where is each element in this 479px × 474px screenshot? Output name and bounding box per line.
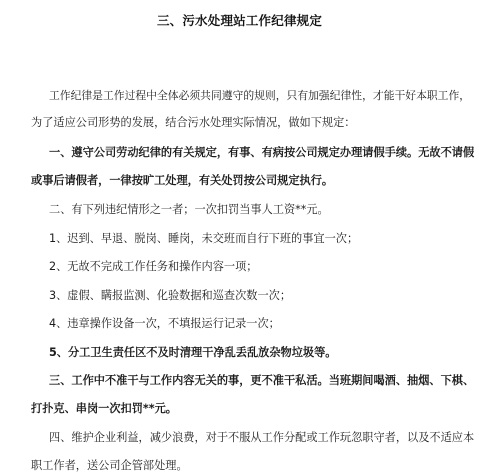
intro-line-2: 为了适应公司形势的发展，结合污水处理实际情况，做如下规定：: [31, 116, 356, 129]
rule-2-item-1: 1、迟到、早退、脱岗、睡岗，未交班而自行下班的事宜一次；: [49, 232, 359, 245]
intro-line-1: 工作纪律是工作过程中全体必须共同遵守的规则，只有加强纪律性，才能干好本职工作，: [49, 89, 471, 102]
rule-2-item-4: 4、违章操作设备一次，不填报运行记录一次；: [49, 317, 280, 330]
rule-2-item-2: 2、无故不完成工作任务和操作内容一项；: [49, 260, 258, 273]
rule-4-line-2: 职工作者，送公司企管部处理。: [31, 459, 188, 472]
rule-1-line-2: 或事后请假者，一律按旷工处理，有关处罚按公司规定执行。: [31, 174, 334, 187]
rule-2-heading: 二、有下列违纪情形之一者；一次扣罚当事人工资**元。: [49, 203, 329, 216]
rule-2-item-5: 5、分工卫生责任区不及时清理干净乱丢乱放杂物垃圾等。: [49, 346, 337, 359]
rule-3-line-1: 三、工作中不准干与工作内容无关的事，更不准干私活。当班期间喝酒、抽烟、下棋、: [49, 374, 475, 387]
rule-4-line-1: 四、维护企业利益，减少浪费，对于不服从工作分配或工作玩忽职守者，以及不适应本: [49, 431, 475, 444]
rule-1-line-1: 一、遵守公司劳动纪律的有关规定，有事、有病按公司规定办理请假手续。无故不请假: [49, 146, 475, 159]
rule-3-line-2: 打扑克、串岗一次扣罚**元。: [31, 402, 177, 415]
rule-2-item-3: 3、虚假、瞒报监测、化验数据和巡查次数一次；: [49, 289, 292, 302]
document-title: 三、污水处理站工作纪律规定: [156, 13, 323, 28]
